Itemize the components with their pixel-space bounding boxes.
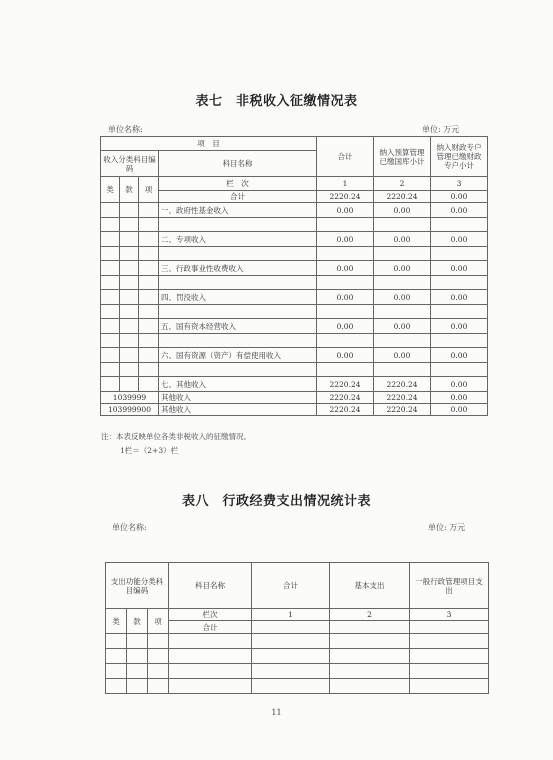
header-lanci: 栏 次 bbox=[159, 177, 317, 191]
cell-total bbox=[317, 276, 374, 290]
cell-total: 2220.24 bbox=[317, 404, 374, 416]
cell-special: 0.00 bbox=[431, 290, 488, 305]
table8-unit: 单位: 万元 bbox=[428, 523, 466, 532]
cell-special: 0.00 bbox=[431, 261, 488, 276]
header-subject-name: 科目名称 bbox=[159, 151, 317, 177]
table-row bbox=[101, 261, 488, 276]
table-row bbox=[101, 276, 488, 290]
cell-special: 0.00 bbox=[431, 203, 488, 218]
cell-budget: 0.00 bbox=[374, 290, 431, 305]
cell-total bbox=[317, 363, 374, 377]
cell-special: 0.00 bbox=[431, 392, 488, 404]
cell-name: 一、政府性基金收入 bbox=[159, 203, 317, 218]
cell-total: 2220.24 bbox=[317, 392, 374, 404]
table-row bbox=[101, 232, 488, 247]
table-row bbox=[101, 247, 488, 261]
header-kuan: 款 bbox=[120, 177, 139, 203]
cell-special: 0.00 bbox=[431, 232, 488, 247]
table7-formula: 1栏＝（2+3）栏 bbox=[120, 446, 179, 455]
cell-name: 三、行政事业性收费收入 bbox=[159, 261, 317, 276]
t8-header-basic: 基本支出 bbox=[330, 563, 410, 609]
table7-unit: 单位: 万元 bbox=[422, 125, 460, 134]
cell-name bbox=[159, 334, 317, 348]
header-special: 纳入财政专户管理已缴财政专户小计 bbox=[431, 137, 488, 177]
header-class-code: 收入分类科目编码 bbox=[101, 151, 159, 177]
t8-header-subject-name: 科目名称 bbox=[169, 563, 252, 609]
subject-code: 1039999 bbox=[101, 392, 159, 404]
cell-budget bbox=[374, 247, 431, 261]
t8-header-xiang: 项 bbox=[148, 609, 169, 634]
cell-special bbox=[431, 218, 488, 232]
cell-budget bbox=[374, 218, 431, 232]
cell-budget: 2220.24 bbox=[374, 404, 431, 416]
t8-col-num-3: 3 bbox=[410, 609, 489, 621]
cell-budget: 0.00 bbox=[374, 232, 431, 247]
cell-name: 四、罚没收入 bbox=[159, 290, 317, 305]
cell-total: 0.00 bbox=[317, 232, 374, 247]
header-lei: 类 bbox=[101, 177, 120, 203]
subject-code: 103999900 bbox=[101, 404, 159, 416]
cell-special bbox=[431, 363, 488, 377]
cell-special: 0.00 bbox=[431, 404, 488, 416]
t8-header-kuan: 款 bbox=[127, 609, 148, 634]
table8 bbox=[105, 562, 489, 694]
cell-budget bbox=[374, 276, 431, 290]
cell-name: 五、国有资本经营收入 bbox=[159, 319, 317, 334]
header-xiang: 项 bbox=[139, 177, 159, 203]
table-row bbox=[101, 348, 488, 363]
table-row bbox=[106, 649, 489, 664]
table-row bbox=[101, 305, 488, 319]
cell-special bbox=[431, 334, 488, 348]
cell-total bbox=[317, 305, 374, 319]
t8-col-num-2: 2 bbox=[330, 609, 410, 621]
cell-name bbox=[159, 276, 317, 290]
cell-special bbox=[431, 276, 488, 290]
table7-title: 表七 非税收入征缴情况表 bbox=[195, 94, 358, 109]
table8-title: 表八 行政经费支出情况统计表 bbox=[181, 494, 371, 509]
cell-name bbox=[159, 305, 317, 319]
table7-note: 注：本表反映单位各类非税收入的征缴情况。 bbox=[101, 432, 251, 441]
cell-total bbox=[317, 247, 374, 261]
table-row bbox=[106, 679, 489, 694]
page-number: 11 bbox=[271, 708, 282, 717]
table-row bbox=[101, 377, 488, 392]
header-xiangmu: 项 目 bbox=[101, 137, 317, 151]
cell-name: 其他收入 bbox=[159, 404, 317, 416]
cell-budget bbox=[374, 305, 431, 319]
cell-budget: 0.00 bbox=[374, 203, 431, 218]
cell-total bbox=[317, 334, 374, 348]
table-row: 合计 2220.24 2220.24 0.00 bbox=[101, 191, 488, 203]
cell-name: 其他收入 bbox=[159, 392, 317, 404]
table-row bbox=[101, 203, 488, 218]
cell-total bbox=[317, 218, 374, 232]
cell-budget bbox=[374, 334, 431, 348]
cell-total: 0.00 bbox=[317, 203, 374, 218]
cell-name: 二、专项收入 bbox=[159, 232, 317, 247]
cell-total: 0.00 bbox=[317, 319, 374, 334]
cell-name bbox=[159, 247, 317, 261]
table-row bbox=[101, 290, 488, 305]
t8-header-total: 合计 bbox=[252, 563, 330, 609]
t8-header-class-code: 支出功能分类科目编码 bbox=[106, 563, 169, 609]
table7 bbox=[100, 136, 488, 416]
table-row bbox=[101, 319, 488, 334]
table8-unit-name: 单位名称: bbox=[112, 523, 147, 532]
table-row bbox=[106, 634, 489, 649]
cell-special: 0.00 bbox=[431, 319, 488, 334]
t8-header-general: 一般行政管理项目支出 bbox=[410, 563, 489, 609]
cell-budget: 0.00 bbox=[374, 261, 431, 276]
cell-budget bbox=[374, 363, 431, 377]
cell-budget: 0.00 bbox=[374, 319, 431, 334]
col-num-1: 1 bbox=[317, 177, 374, 191]
cell-name bbox=[159, 218, 317, 232]
cell-total: 0.00 bbox=[317, 290, 374, 305]
cell-total: 0.00 bbox=[317, 348, 374, 363]
table-row bbox=[101, 392, 488, 404]
header-total: 合计 bbox=[317, 137, 374, 177]
cell-name: 六、国有资源（资产）有偿使用收入 bbox=[159, 348, 317, 363]
t8-col-num-1: 1 bbox=[252, 609, 330, 621]
t8-heji: 合计 bbox=[169, 621, 252, 634]
cell-name: 七、其他收入 bbox=[159, 377, 317, 392]
table-row bbox=[101, 334, 488, 348]
table-row bbox=[101, 363, 488, 377]
cell-budget: 2220.24 bbox=[374, 377, 431, 392]
cell-special: 0.00 bbox=[431, 348, 488, 363]
cell-special: 0.00 bbox=[431, 377, 488, 392]
cell-budget: 2220.24 bbox=[374, 392, 431, 404]
col-num-2: 2 bbox=[374, 177, 431, 191]
table-row bbox=[101, 404, 488, 416]
header-budget: 纳入预算管理已缴国库小计 bbox=[374, 137, 431, 177]
cell-special bbox=[431, 305, 488, 319]
cell-special bbox=[431, 247, 488, 261]
cell-total: 2220.24 bbox=[317, 377, 374, 392]
cell-name bbox=[159, 363, 317, 377]
t8-header-lei: 类 bbox=[106, 609, 127, 634]
cell-budget: 0.00 bbox=[374, 348, 431, 363]
table-row bbox=[101, 218, 488, 232]
t8-lanci: 栏次 bbox=[169, 609, 252, 621]
cell-total: 0.00 bbox=[317, 261, 374, 276]
table7-unit-name: 单位名称: bbox=[108, 125, 143, 134]
col-num-3: 3 bbox=[431, 177, 488, 191]
table-row bbox=[106, 664, 489, 679]
